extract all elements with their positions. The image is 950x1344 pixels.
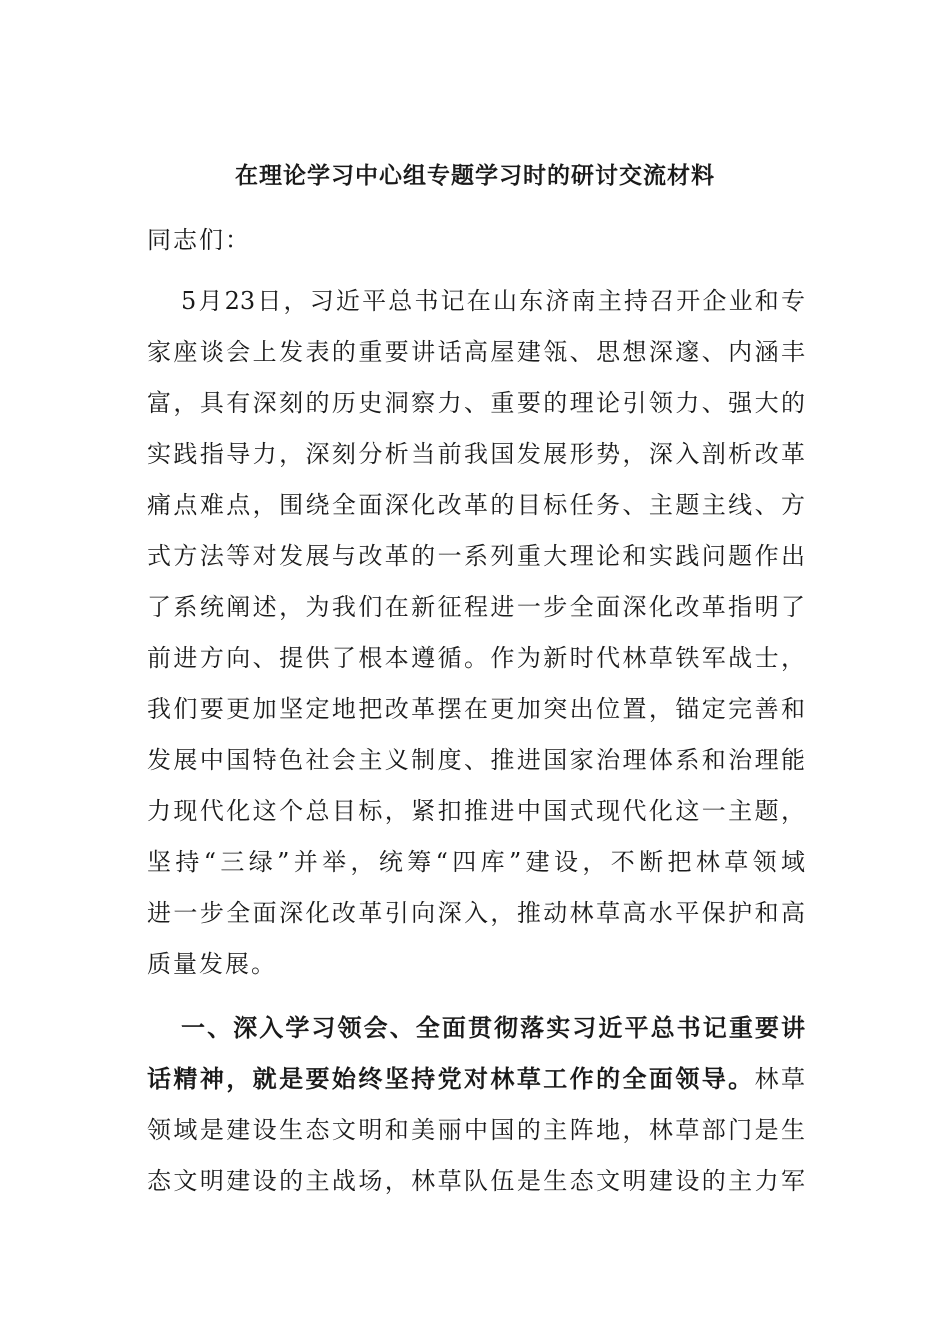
- paragraph-line: 5月23日，习近平总书记在山东济南主持召开企业和专: [181, 287, 805, 315]
- paragraph-line: 实践指导力，深刻分析当前我国发展形势，深入剖析改革: [147, 440, 805, 468]
- paragraph-line: 式方法等对发展与改革的一系列重大理论和实践问题作出: [147, 542, 805, 570]
- paragraph-line: 我们要更加坚定地把改革摆在更加突出位置，锚定完善和: [147, 695, 805, 723]
- paragraph-line: 了系统阐述，为我们在新征程进一步全面深化改革指明了: [147, 593, 805, 621]
- paragraph-line: 家座谈会上发表的重要讲话高屋建瓴、思想深邃、内涵丰: [147, 338, 805, 366]
- paragraph-line: 坚持“三绿”并举，统筹“四库”建设，不断把林草领域: [147, 848, 805, 876]
- document-title: 在理论学习中心组专题学习时的研讨交流材料: [235, 162, 715, 189]
- salutation: 同志们：: [147, 226, 251, 254]
- paragraph-line: 前进方向、提供了根本遵循。作为新时代林草铁军战士，: [147, 644, 805, 672]
- paragraph-line: 富，具有深刻的历史洞察力、重要的理论引领力、强大的: [147, 389, 805, 417]
- section-heading-tail: 话精神，就是要始终坚持党对林草工作的全面领导。: [147, 1064, 755, 1093]
- paragraph-line: 痛点难点，围绕全面深化改革的目标任务、主题主线、方: [147, 491, 805, 519]
- paragraph-line: 质量发展。: [147, 950, 277, 978]
- section-heading-line-mixed: [147, 1057, 805, 1101]
- section-body-start: 林草: [754, 1065, 806, 1093]
- paragraph-line: 态文明建设的主战场，林草队伍是生态文明建设的主力军: [147, 1167, 805, 1195]
- section-heading-line: 一、深入学习领会、全面贯彻落实习近平总书记重要讲: [181, 1013, 805, 1042]
- paragraph-line: 发展中国特色社会主义制度、推进国家治理体系和治理能: [147, 746, 805, 774]
- paragraph-line: 领域是建设生态文明和美丽中国的主阵地，林草部门是生: [147, 1116, 805, 1144]
- paragraph-line: 力现代化这个总目标，紧扣推进中国式现代化这一主题，: [147, 797, 805, 825]
- paragraph-line: 进一步全面深化改革引向深入，推动林草高水平保护和高: [147, 899, 805, 927]
